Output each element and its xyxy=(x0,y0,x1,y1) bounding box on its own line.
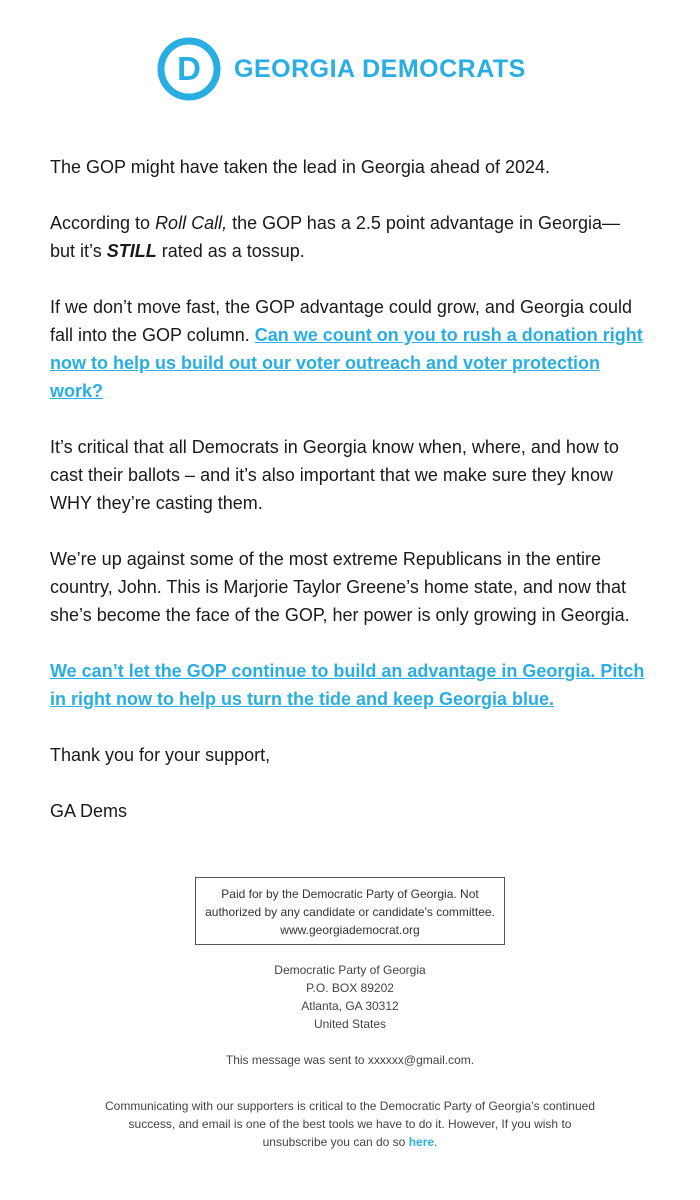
signature: GA Dems xyxy=(50,801,128,821)
paragraph-5: We’re up against some of the most extreme Republicans in the entire country, John. This is Marjorie Taylor Greene’s home state, and now that she’s become the face of the GOP, her power is only growing in Georgia. xyxy=(50,549,630,625)
paid-for-disclaimer xyxy=(195,877,505,945)
paragraph-3 xyxy=(50,293,650,405)
donation-link-2[interactable]: We can’t let the GOP continue to build an advantage in Georgia. Pitch in right now to help us turn the tide and keep Georgia blue. xyxy=(50,661,645,709)
email-footer xyxy=(0,877,700,1151)
paragraph-6 xyxy=(50,657,650,713)
address-name: Democratic Party of Georgia xyxy=(274,963,426,977)
address-city: Atlanta, GA 30312 xyxy=(301,999,399,1013)
email-header xyxy=(0,0,700,140)
georgia-democrats-logo[interactable] xyxy=(157,37,526,101)
sent-email: xxxxxx@gmail.com. xyxy=(367,1053,475,1067)
unsub-end: . xyxy=(434,1135,438,1149)
paragraph-4: It’s critical that all Democrats in Georgia know when, where, and how to cast their ballots – and it’s also important that we make sure they know WHY they’re casting them. xyxy=(50,437,619,513)
unsub-text: Communicating with our supporters is critical to the Democratic Party of Georgia’s continued success, and email is one of the best tools we have to do it. However, If you wish to unsubscribe you can do so xyxy=(105,1099,595,1149)
p2-text-d: rated as a tossup. xyxy=(156,241,305,261)
logo-wordmark: GEORGIA DEMOCRATS xyxy=(234,54,526,83)
d-logo-icon xyxy=(157,37,221,101)
unsubscribe-link[interactable]: here xyxy=(408,1135,435,1149)
paid-line-3: www.georgiademocrat.org xyxy=(280,923,420,937)
paid-line-2: authorized by any candidate or candidate's committee. xyxy=(205,905,495,919)
p2-roll-call: Roll Call, xyxy=(155,213,228,233)
p3-text: If we don’t move fast, the GOP advantage could grow, and Georgia could fall into the GOP column. xyxy=(50,297,633,345)
paragraph-2 xyxy=(50,209,650,265)
paragraph-1: The GOP might have taken the lead in Georgia ahead of 2024. xyxy=(50,157,551,177)
p2-text-a: According to xyxy=(50,213,156,233)
donation-link-1[interactable]: Can we count on you to rush a donation right now to help us build out our voter outreach and voter protection work? xyxy=(50,325,643,401)
closing-line: Thank you for your support, xyxy=(50,745,271,765)
p2-still: STILL xyxy=(106,241,157,261)
sent-prefix: This message was sent to xyxy=(225,1053,368,1067)
address-country: United States xyxy=(313,1017,387,1031)
email-body xyxy=(0,153,700,825)
unsubscribe-notice xyxy=(105,1097,595,1151)
paid-line-1: Paid for by the Democratic Party of Georgia. Not xyxy=(221,887,479,901)
p2-text-c: but it’s xyxy=(50,241,107,261)
logo-letter: D xyxy=(177,50,201,87)
sent-to-notice xyxy=(0,1051,700,1069)
mailing-address xyxy=(0,961,700,1033)
p2-text-b: the GOP has a 2.5 point advantage in Georgia— xyxy=(227,213,621,233)
address-box: P.O. BOX 89202 xyxy=(306,981,394,995)
